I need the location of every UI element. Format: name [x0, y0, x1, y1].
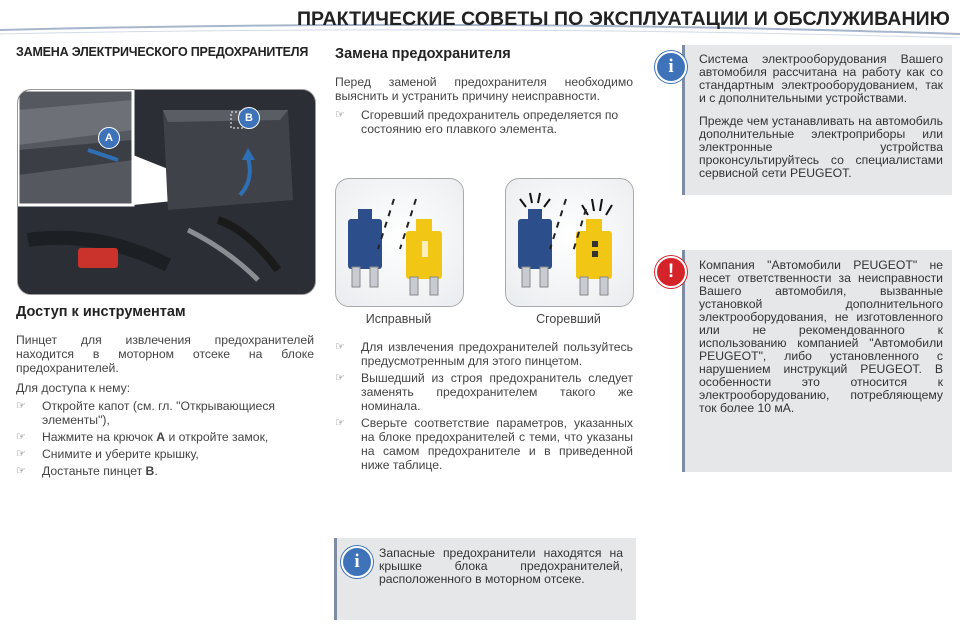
- replace-intro: Перед заменой предохранителя необходимо выяснить и устранить причину неисправности.: [335, 75, 633, 103]
- step-text: Нажмите на крючок: [42, 430, 157, 444]
- step-item: [16, 399, 314, 427]
- info-icon: i: [341, 546, 373, 578]
- access-paragraph: Пинцет для извлечения предохранителей находится в моторном отсеке на блоке предохранителей.: [16, 333, 314, 375]
- pointing-hand-icon: ☞: [335, 372, 345, 384]
- step-text: .: [154, 464, 158, 478]
- pointing-hand-icon: ☞: [16, 431, 26, 443]
- pointing-hand-icon: ☞: [16, 400, 26, 412]
- fuse-blown-icon: [506, 179, 633, 306]
- fuse-good-label: Исправный: [365, 312, 432, 326]
- replace-bullets: [335, 340, 633, 475]
- pointing-hand-icon: ☞: [16, 465, 26, 477]
- access-intro: Для доступа к нему:: [16, 381, 131, 395]
- spare-fuse-text: Запасные предохранители находятся на крышке блока предохранителей, расположенного в моторном отсеке.: [379, 546, 623, 586]
- electrical-info-box: [668, 45, 952, 195]
- spare-fuse-note: [334, 538, 636, 620]
- warning-text: Компания "Автомобили PEUGEOT" не несет ответственности за неисправности Вашего автомобиля, вызванные установкой дополнительного электрооборудования, не изготовленного или не рекомендованного к использованию компанией "Автомобили PEUGEOT", либо установленного с нарушением инструкций PEUGEOT. В особенности это относится к электрооборудованию, потребляющему ток более 10 мА.: [699, 258, 943, 415]
- bullet-item: [335, 416, 633, 472]
- bullet-item: [335, 340, 633, 368]
- pointing-hand-icon: ☞: [16, 448, 26, 460]
- step-item: [16, 430, 314, 444]
- section-title: ЗАМЕНА ЭЛЕКТРИЧЕСКОГО ПРЕДОХРАНИТЕЛЯ: [16, 45, 309, 59]
- step-text: Снимите и уберите крышку,: [42, 447, 199, 461]
- page-header: ПРАКТИЧЕСКИЕ СОВЕТЫ ПО ЭКСПЛУАТАЦИИ И ОБСЛУЖИВАНИЮ: [296, 8, 950, 30]
- warning-box: [667, 250, 952, 472]
- electrical-info-text-1: Система электрооборудования Вашего автомобиля рассчитана на работу как со стандартным электрооборудованием, так и с дополнительными устройствами.: [699, 52, 943, 105]
- step-text: и откройте замок,: [165, 430, 269, 444]
- fuse-good-icon: [336, 179, 463, 306]
- step-bold: B: [145, 464, 155, 478]
- info-icon: i: [655, 51, 687, 83]
- label-b: B: [238, 107, 260, 129]
- replace-bullet-1: [335, 108, 633, 139]
- step-text: Достаньте пинцет: [42, 464, 146, 478]
- label-a: A: [98, 127, 120, 149]
- fuse-blown-card: [505, 178, 634, 307]
- warning-icon: !: [655, 256, 687, 288]
- pointing-hand-icon: ☞: [335, 109, 345, 121]
- fuse-blown-label: Сгоревший: [536, 312, 601, 326]
- pointing-hand-icon: ☞: [335, 417, 345, 429]
- bullet-text: Для извлечения предохранителей пользуйтесь предусмотренным для этого пинцетом.: [361, 340, 633, 368]
- engine-bay-photo: [17, 89, 316, 295]
- bullet-item: [335, 108, 633, 136]
- engine-bay-illustration: [18, 90, 315, 294]
- fuse-good-card: [335, 178, 464, 307]
- step-text: Откройте капот (см. гл. "Открывающиеся элементы"),: [42, 399, 276, 427]
- access-steps: [16, 399, 314, 481]
- electrical-info-text-2: Прежде чем устанавливать на автомобиль дополнительные электроприборы или электронные устройства проконсультируйтесь со специалистами сервисной сети PEUGEOT.: [699, 114, 943, 180]
- pointing-hand-icon: ☞: [335, 341, 345, 353]
- bullet-text: Сгоревший предохранитель определяется по состоянию его плавкого элемента.: [361, 108, 619, 136]
- bullet-text: Сверьте соответствие параметров, указанных на блоке предохранителей с теми, что указаны на самом предохранителе и в приведенной ниже таблице.: [361, 416, 633, 472]
- bullet-text: Вышедший из строя предохранитель следует заменять предохранителем такого же номинала.: [361, 371, 633, 413]
- replace-heading: Замена предохранителя: [335, 46, 511, 62]
- access-heading: Доступ к инструментам: [16, 304, 186, 320]
- step-item: [16, 447, 314, 461]
- bullet-item: [335, 371, 633, 413]
- step-item: [16, 464, 314, 478]
- step-bold: A: [156, 430, 166, 444]
